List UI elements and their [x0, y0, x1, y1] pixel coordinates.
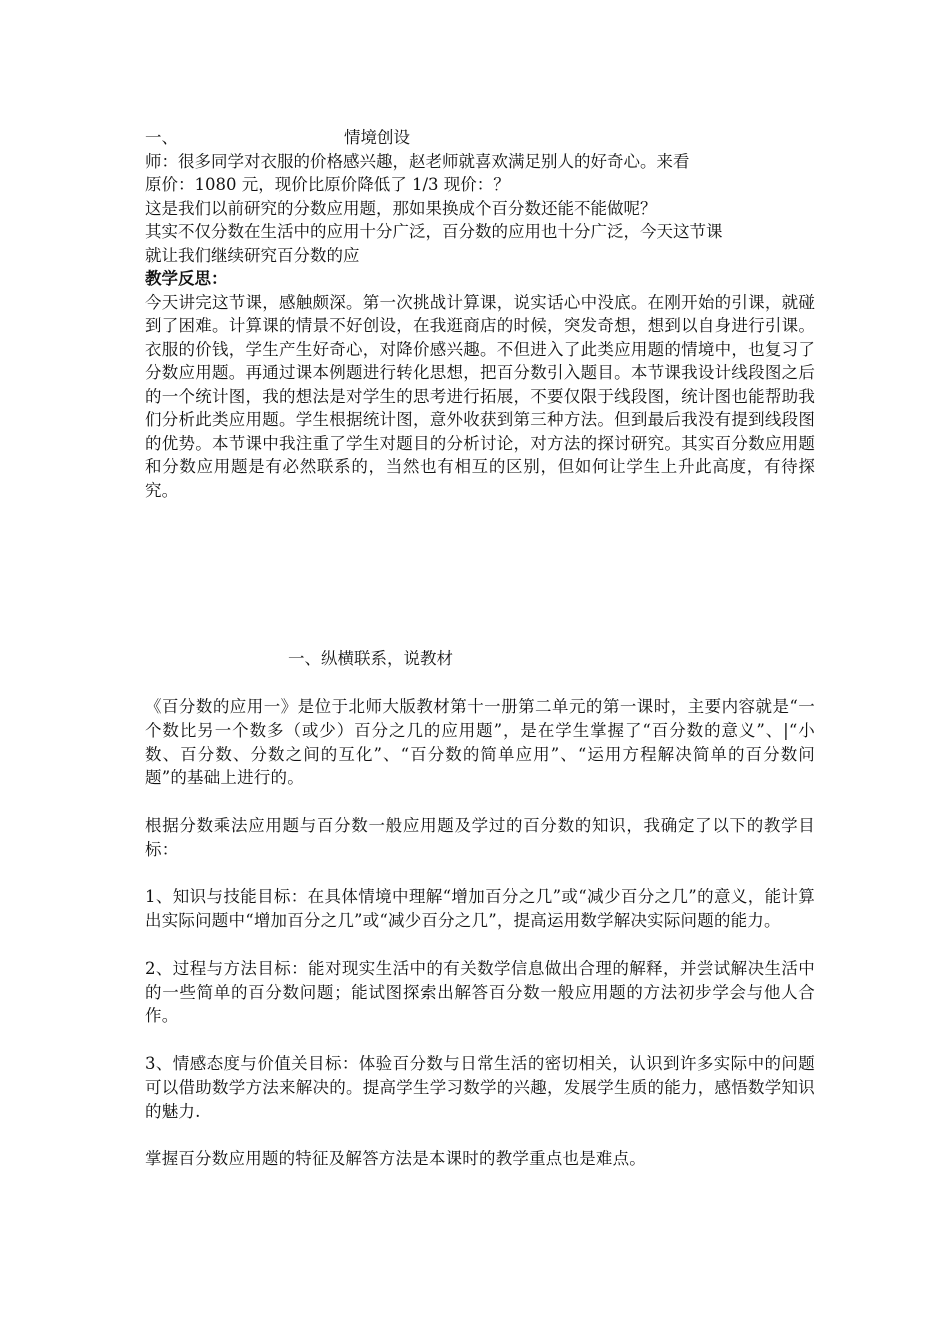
scenario-line: 师：很多同学对衣服的价格感兴趣，赵老师就喜欢满足别人的好奇心。来看 [145, 151, 690, 171]
scenario-heading [145, 126, 815, 150]
paragraph: 3、情感态度与价值关目标：体验百分数与日常生活的密切相关，认识到许多实际中的问题可以借助数学方法来解决的。提高学生学习数学的兴趣，发展学生质的能力，感悟数学知识的魅力. [145, 1053, 815, 1121]
section-textbook [145, 647, 815, 1171]
scenario-line: 这是我们以前研究的分数应用题，那如果换成个百分数还能不能做呢？ [145, 198, 657, 218]
scenario-line: 就让我们继续研究百分数的应 [145, 245, 360, 265]
reflection-label: 教学反思： [145, 269, 228, 288]
paragraph: 2、过程与方法目标：能对现实生活中的有关数学信息做出合理的解释，并尝试解决生活中的一些简单的百分数问题；能试图探索出解答百分数一般应用题的方法初步学会与他人合作。 [145, 958, 815, 1026]
paragraph: 掌握百分数应用题的特征及解答方法是本课时的教学重点也是难点。 [145, 1149, 646, 1169]
textbook-heading: 一、纵横联系，说教材 [288, 649, 453, 668]
paragraph: 根据分数乘法应用题与百分数一般应用题及学过的百分数的知识，我确定了以下的教学目标： [145, 815, 815, 859]
scenario-heading-number: 一、 [145, 128, 178, 147]
paragraph: 《百分数的应用一》是位于北师大版教材第十一册第二单元的第一课时，主要内容就是“一个数比另一个数多（或少）百分之几的应用题”，是在学生掌握了“百分数的意义”、|“小数、百分数、分数之间的互化”、“百分数的简单应用”、“运用方程解决简单的百分数问题”的基础上进行的。 [145, 697, 815, 788]
reflection-text: 今天讲完这节课，感触颇深。第一次挑战计算课，说实话心中没底。在刚开始的引课，就碰到了困难。计算课的情景不好创设，在我逛商店的时候，突发奇想，想到以自身进行引课。衣服的价钱，学生产生好奇心，对降价感兴趣。不但进入了此类应用题的情境中，也复习了分数应用题。再通过课本例题进行转化思想，把百分数引入题目。本节课我设计线段图之后的一个统计图，我的想法是对学生的思考进行拓展，不要仅限于线段图，统计图也能帮助我们分析此类应用题。学生根据统计图，意外收获到第三种方法。但到最后我没有提到线段图的优势。本节课中我注重了学生对题目的分析讨论，对方法的探讨研究。其实百分数应用题和分数应用题是有必然联系的，当然也有相互的区别，但如何让学生上升此高度，有待探究。 [145, 292, 815, 500]
section-scenario [145, 126, 815, 502]
scenario-line: 原价：1080 元，现价比原价降低了 1/3 现价：？ [145, 175, 510, 194]
scenario-line: 其实不仅分数在生活中的应用十分广泛，百分数的应用也十分广泛，今天这节课 [145, 222, 723, 241]
paragraph: 1、知识与技能目标：在具体情境中理解“增加百分之几”或“减少百分之几”的意义，能计算出实际问题中“增加百分之几”或“减少百分之几”，提高运用数学解决实际问题的能力。 [145, 887, 815, 931]
scenario-heading-text: 情境创设 [344, 128, 410, 147]
